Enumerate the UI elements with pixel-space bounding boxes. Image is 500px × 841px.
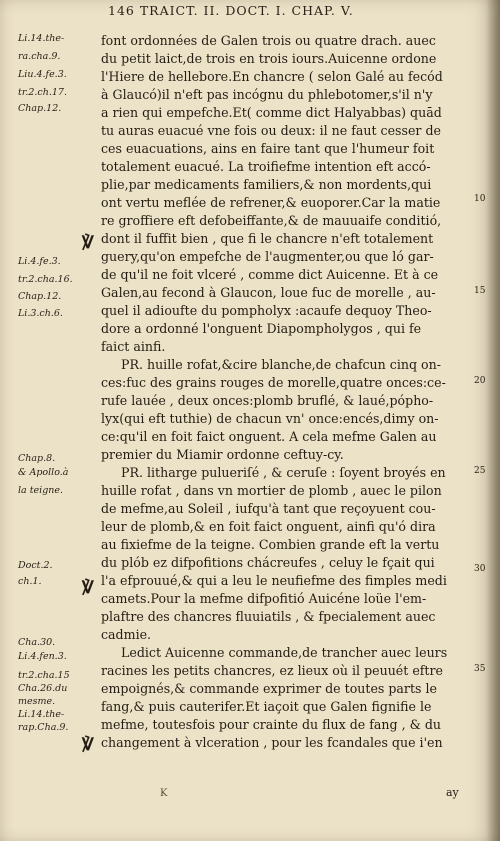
text-line: empoignés,& commande exprimer de toutes parts le [101, 681, 437, 696]
text-line: racines les petits chancres, ez lieux où il peuuét eftre [101, 663, 443, 678]
margin-note: Li.14.the- [18, 33, 65, 44]
text-line: du petit laict,de trois en trois iours.Auicenne ordone [101, 51, 437, 66]
text-line: de mefme,au Soleil , iufqu'à tant que reçoyuent cou- [101, 501, 436, 516]
text-line: faict ainfi. [101, 339, 166, 354]
text-line: leur de plomb,& en foit faict onguent, ainfi qu'ó dira [101, 519, 436, 534]
line-number: 15 [474, 286, 486, 296]
margin-note: la teigne. [18, 485, 64, 496]
text-line: dont il fuffit bien , que fi le chancre n'eft totalement [101, 231, 434, 246]
text-line: changement à vlceration , pour les fcandales que i'en [101, 735, 443, 750]
page-footer [0, 786, 500, 806]
running-header: 146 TRAICT. II. DOCT. I. CHAP. V. [108, 3, 354, 18]
margin-note: ra.cha.9. [18, 51, 61, 62]
line-number: 25 [474, 466, 486, 476]
margin-note: Li.4.fen.3. [18, 651, 67, 662]
text-line: rufe lauée , deux onces:plomb bruflé, & laué,pópho- [101, 393, 434, 408]
text-line: guery,qu'on empefche de l'augmenter,ou que ló gar- [101, 249, 434, 264]
margin-note: Chap.8. [18, 453, 56, 464]
text-line: Ledict Auicenne commande,de trancher auec leurs [121, 645, 448, 660]
text-line: PR. litharge pulueriſé , & ceruſe : ſoyent broyés en [121, 465, 446, 480]
margin-note: & Apollo.à [18, 467, 69, 478]
margin-note: tr.2.cha.15 [18, 670, 70, 681]
margin-note: Li.3.ch.6. [18, 308, 63, 319]
text-line: mefme, toutesfois pour crainte du flux de fang , & du [101, 717, 441, 732]
text-line: cadmie. [101, 627, 152, 642]
margin-note: Liu.4.fe.3. [18, 69, 67, 80]
text-line: de qu'il ne foit vlceré , comme dict Auicenne. Et à ce [101, 267, 439, 282]
margin-note: Li.14.the- [18, 709, 65, 720]
signature-mark: K [160, 788, 168, 799]
text-line: quel il adioufte du pompholyx :acaufe dequoy Theo- [101, 303, 432, 318]
catchword: ay [446, 786, 459, 799]
left-margin-notes [18, 0, 104, 841]
margin-note: Li.4.fe.3. [18, 256, 61, 267]
paragraph-mark-icon: ℣ [82, 233, 94, 253]
line-number: 30 [474, 564, 486, 574]
text-line: au fixiefme de la teigne. Combien grande eft la vertu [101, 537, 440, 552]
margin-note: Chap.12. [18, 291, 62, 302]
margin-note: tr.2.ch.17. [18, 87, 67, 98]
text-line: ces euacuations, ains en faire tant que l'humeur foit [101, 141, 435, 156]
text-line: tu auras euacué vne fois ou deux: il ne faut cesser de [101, 123, 441, 138]
line-number: 20 [474, 376, 486, 386]
margin-note: Cha.30. [18, 637, 56, 648]
text-line: l'Hiere de hellebore.En chancre ( selon Galé au fecód [101, 69, 443, 84]
page-gutter-shadow [486, 0, 500, 841]
text-line: dore a ordonné l'onguent Diapompholygos , qui fe [101, 321, 422, 336]
margin-note: Doct.2. [18, 560, 53, 571]
margin-note: mesme. [18, 696, 56, 707]
text-line: plie,par medicaments familiers,& non mordents,qui [101, 177, 432, 192]
line-number: 10 [474, 194, 486, 204]
paragraph-mark-icon: ℣ [82, 735, 94, 755]
text-line: font ordonnées de Galen trois ou quatre drach. auec [101, 33, 436, 48]
text-line: lyx(qui eft tuthie) de chacun vn' once:encés,dimy on- [101, 411, 439, 426]
text-line: totalement euacué. La troifiefme intention eft accó- [101, 159, 431, 174]
text-line: ont vertu meflée de refrener,& euoporer.Car la matie [101, 195, 441, 210]
text-line: camets.Pour la mefme difpofitió Auicéne loüe l'em- [101, 591, 427, 606]
text-line: ce:qu'il en foit faict onguent. A cela mefme Galen au [101, 429, 437, 444]
margin-note: ch.1. [18, 576, 42, 587]
text-line: plaftre des chancres fluuiatils , & fpecialement auec [101, 609, 436, 624]
paragraph-mark-icon: ℣ [82, 578, 94, 598]
text-line: re groffiere eft defobeiffante,& de mauuaife conditió, [101, 213, 442, 228]
margin-note: tr.2.cha.16. [18, 274, 73, 285]
line-number: 35 [474, 664, 486, 674]
text-line: a rien qui empefche.Et( comme dict Halyabbas) quād [101, 105, 442, 120]
text-line: PR. huille rofat,&cire blanche,de chafcun cinq on- [121, 357, 441, 372]
text-line: premier du Miamir ordonne ceftuy-cy. [101, 447, 344, 462]
text-line: ces:fuc des grains rouges de morelle,quatre onces:ce- [101, 375, 446, 390]
margin-note: Chap.12. [18, 103, 62, 114]
text-line: huille rofat , dans vn mortier de plomb , auec le pilon [101, 483, 442, 498]
text-line: du plób ez difpofitions chácreufes , celuy le fçait qui [101, 555, 435, 570]
text-line: Galen,au fecond à Glaucon, loue fuc de morelle , au- [101, 285, 436, 300]
text-line: l'a efprouué,& qui a leu le neufiefme des fimples medi [101, 573, 447, 588]
margin-note: Cha.26.du [18, 683, 68, 694]
text-line: fang,& puis cauterifer.Et iaçoit que Galen fignifie le [101, 699, 432, 714]
margin-note: rap.Cha.9. [18, 722, 69, 733]
text-line: à Glaucó)il n'eft pas incógnu du phlebotomer,s'il n'y [101, 87, 433, 102]
